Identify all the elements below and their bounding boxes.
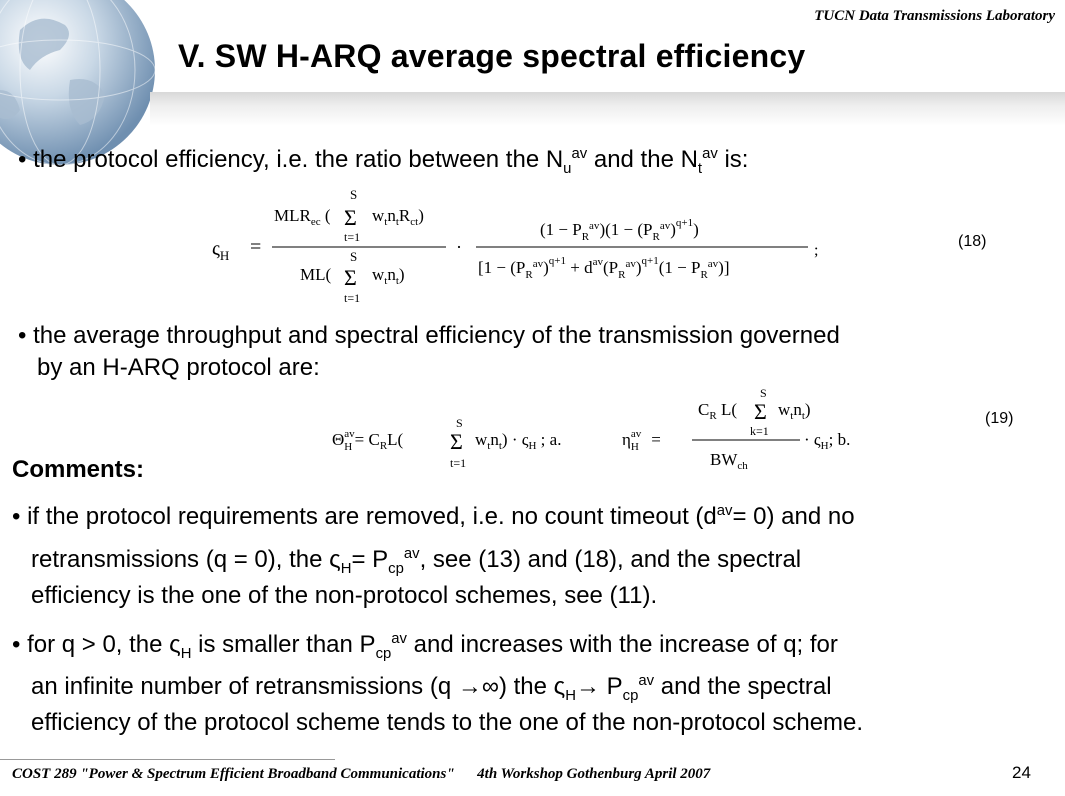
page-title: V. SW H-ARQ average spectral efficiency xyxy=(178,38,806,74)
lab-name: TUCN Data Transmissions Laboratory xyxy=(814,8,1055,24)
sum-sign: Σ xyxy=(754,399,767,424)
eq19a-terms: $w_tn_t) \cdot \varsigma_H$ ; a. xyxy=(475,430,562,452)
sum-top: S xyxy=(350,249,358,264)
comment-text: and the spectral xyxy=(654,673,832,700)
page-number: 24 xyxy=(1012,763,1031,782)
comment-text: , see (13) and (18), and the spectral xyxy=(419,546,802,573)
footer-text: COST 289 "Power & Spectrum Efficient Broadband Communications" 4th Workshop Gothenburg April 2007 xyxy=(12,766,711,782)
comment-text: retransmissions (q = 0), the ς xyxy=(31,546,341,573)
comment-2-line3: efficiency of the protocol scheme tends to the one of the non-protocol scheme. xyxy=(31,709,864,736)
eq18-f1-den: ML( xyxy=(300,265,332,284)
comment-text: is smaller than P xyxy=(191,631,376,658)
bullet-throughput-line2: by an H-ARQ protocol are: xyxy=(37,354,320,381)
eq18-f1-num: $MLR_{ec}$ ( xyxy=(274,206,331,228)
sub-h: H xyxy=(565,687,576,704)
comment-text: and increases with the increase of q; for xyxy=(407,631,838,658)
sum-top: S xyxy=(760,386,767,400)
bullet-text: the average throughput and spectral efficiency of the transmission governed xyxy=(33,322,840,349)
footer-divider xyxy=(0,759,335,760)
sup-av: av xyxy=(403,546,420,562)
eq19b-num: $C_R$ L( xyxy=(698,400,737,422)
eq19a: $\Theta_Hav= C_RL$( xyxy=(332,428,404,453)
sub-h: H xyxy=(340,560,352,577)
bullet-text: is: xyxy=(717,146,749,173)
comment-text: → P xyxy=(575,673,623,700)
bullet-text: and the N xyxy=(587,146,698,173)
eq18-f1-den-terms: $w_tn_t$) xyxy=(372,265,405,287)
bullet-text: the protocol efficiency, i.e. the ratio between the N xyxy=(33,146,564,173)
sum-sign: Σ xyxy=(344,205,357,230)
sum-bottom: t=1 xyxy=(344,291,361,305)
equation-18 xyxy=(210,185,830,310)
eq18-lhs: $\varsigma_H$ xyxy=(212,238,230,263)
sum-bottom: t=1 xyxy=(450,456,467,470)
comments-heading: Comments: xyxy=(12,456,145,483)
eq18-f1-num-terms: $w_tn_tR_{ct}$) xyxy=(372,206,424,228)
comment-1-line1 xyxy=(12,493,855,535)
comment-1-line3: efficiency is the one of the non-protocol schemes, see (11). xyxy=(31,582,658,609)
sup-av: av xyxy=(391,631,407,647)
sup-av: av xyxy=(571,146,588,162)
eq18-f2-num: $(1 - P_R^{av})(1 - (P_R^{av})^{q+1})$ xyxy=(540,217,699,243)
sub-cp: cp xyxy=(622,687,639,704)
eq19b-lhs: $\eta_Hav$ = xyxy=(622,428,661,453)
eq18-number: (18) xyxy=(958,233,987,250)
eq18-f2-den: $[1 - (P_R^{av})^{q+1} + d^{av}(P_R^{av})^{q+1}(1 - P_R^{av})]$ xyxy=(478,255,730,281)
eq19b-tail: · $\varsigma_H$; b. xyxy=(804,430,851,452)
comment-text: an infinite number of retransmissions (q →∞) the ς xyxy=(31,673,566,700)
comment-text: = 0) and no xyxy=(732,503,855,530)
eq18-semicolon: ; xyxy=(814,242,819,259)
bullet-dot: • xyxy=(12,503,28,530)
sum-sign: Σ xyxy=(450,429,463,454)
header-gradient-bar xyxy=(150,92,1065,126)
sub-t: t xyxy=(697,160,703,177)
sum-bottom: t=1 xyxy=(344,230,361,244)
eq18-dot: · xyxy=(456,237,462,257)
eq19-number: (19) xyxy=(985,410,1014,427)
eq19b-den: $BW_{ch}$ xyxy=(710,450,748,472)
sub-h: H xyxy=(180,645,192,662)
sum-top: S xyxy=(350,187,358,202)
bullet-dot: • xyxy=(18,322,34,349)
eq18-equals: = xyxy=(250,236,262,258)
bullet-dot: • xyxy=(18,146,34,173)
eq19b-num-terms: $w_tn_t$) xyxy=(778,400,811,422)
comment-text: for q > 0, the ς xyxy=(27,631,181,658)
equation-19 xyxy=(330,385,890,477)
sub-cp: cp xyxy=(375,645,392,662)
sup-av: av xyxy=(638,673,655,689)
sum-top: S xyxy=(456,416,463,430)
sup-av: av xyxy=(702,146,718,162)
bullet-protocol-efficiency xyxy=(18,136,748,187)
comment-text: if the protocol requirements are removed, i.e. no count timeout (d xyxy=(27,503,717,530)
sup-av: av xyxy=(716,503,733,519)
sub-u: u xyxy=(563,160,572,177)
comment-text: = P xyxy=(351,546,389,573)
sum-sign: Σ xyxy=(344,265,357,290)
sub-cp: cp xyxy=(388,560,404,577)
bullet-dot: • xyxy=(12,631,28,658)
bullet-throughput xyxy=(18,318,840,354)
sum-bottom: k=1 xyxy=(750,424,769,438)
